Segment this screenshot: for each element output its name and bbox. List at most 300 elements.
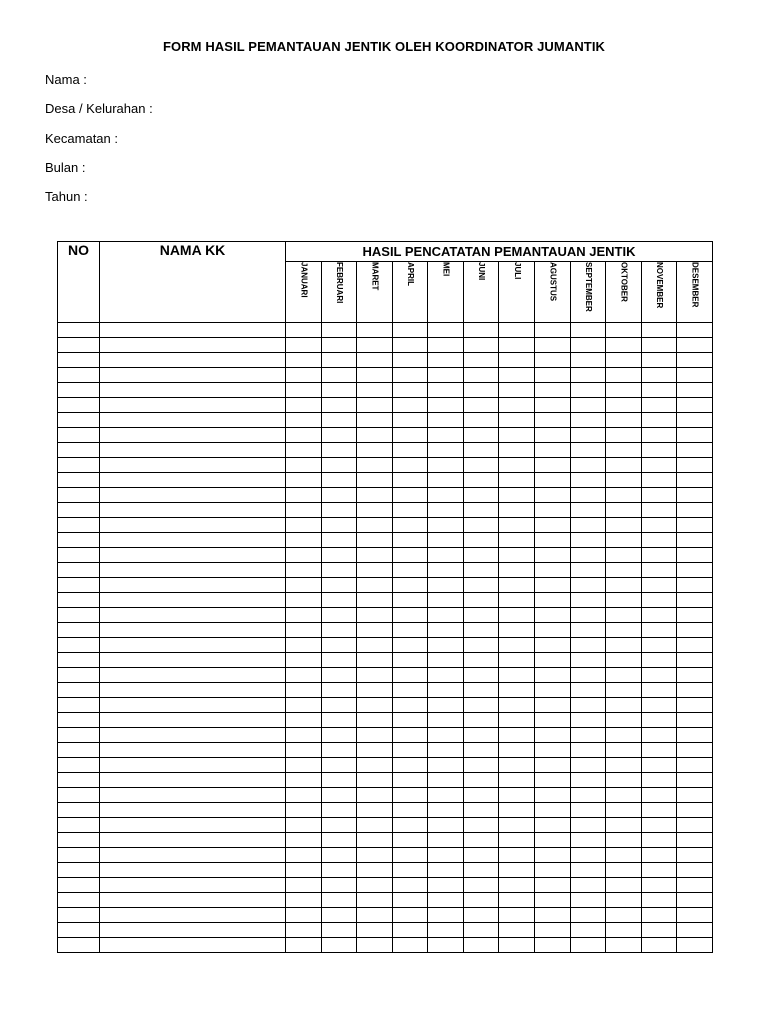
month-cell	[606, 773, 642, 788]
month-cell	[286, 563, 322, 578]
no-cell	[58, 743, 100, 758]
month-cell	[641, 698, 677, 713]
month-cell	[357, 878, 393, 893]
month-cell	[641, 608, 677, 623]
month-cell	[286, 503, 322, 518]
table-row	[58, 338, 713, 353]
month-cell	[641, 338, 677, 353]
month-cell	[286, 623, 322, 638]
month-cell	[641, 488, 677, 503]
month-cell	[357, 488, 393, 503]
nama-kk-cell	[100, 533, 286, 548]
month-cell	[641, 938, 677, 953]
month-cell	[463, 398, 499, 413]
month-cell	[606, 443, 642, 458]
month-cell	[428, 698, 464, 713]
tahun-field-label: Tahun :	[45, 189, 88, 204]
month-cell	[392, 323, 428, 338]
month-cell	[677, 593, 713, 608]
month-cell	[677, 413, 713, 428]
nama-kk-cell	[100, 503, 286, 518]
month-cell	[570, 518, 606, 533]
month-cell	[286, 788, 322, 803]
month-cell	[321, 743, 357, 758]
month-cell	[321, 323, 357, 338]
month-cell	[357, 758, 393, 773]
month-cell	[570, 818, 606, 833]
month-cell	[570, 578, 606, 593]
table-row	[58, 758, 713, 773]
month-cell	[321, 908, 357, 923]
month-cell	[428, 668, 464, 683]
month-cell	[428, 398, 464, 413]
no-cell	[58, 788, 100, 803]
header-month-februari	[321, 262, 357, 323]
month-cell	[677, 803, 713, 818]
nama-kk-cell	[100, 848, 286, 863]
month-cell	[463, 848, 499, 863]
month-cell	[641, 683, 677, 698]
month-cell	[428, 353, 464, 368]
month-cell	[463, 338, 499, 353]
month-cell	[463, 323, 499, 338]
month-cell	[499, 398, 535, 413]
month-cell	[463, 713, 499, 728]
no-cell	[58, 368, 100, 383]
no-cell	[58, 848, 100, 863]
month-cell	[463, 773, 499, 788]
month-cell	[392, 713, 428, 728]
month-cell	[392, 878, 428, 893]
table-row	[58, 368, 713, 383]
month-cell	[286, 728, 322, 743]
table-row	[58, 488, 713, 503]
month-cell	[357, 368, 393, 383]
month-cell	[321, 638, 357, 653]
month-cell	[321, 413, 357, 428]
month-cell	[535, 863, 571, 878]
nama-kk-cell	[100, 593, 286, 608]
month-cell	[321, 383, 357, 398]
no-cell	[58, 458, 100, 473]
kecamatan-field-label: Kecamatan :	[45, 131, 118, 146]
month-cell	[606, 428, 642, 443]
month-cell	[570, 878, 606, 893]
month-cell	[570, 758, 606, 773]
month-cell	[570, 368, 606, 383]
month-cell	[428, 548, 464, 563]
month-cell	[286, 698, 322, 713]
month-cell	[357, 773, 393, 788]
month-cell	[463, 638, 499, 653]
month-cell	[357, 533, 393, 548]
table-row	[58, 713, 713, 728]
month-cell	[677, 878, 713, 893]
month-cell	[570, 323, 606, 338]
month-cell	[463, 533, 499, 548]
header-month-november	[641, 262, 677, 323]
month-cell	[357, 863, 393, 878]
month-cell	[463, 473, 499, 488]
nama-kk-cell	[100, 428, 286, 443]
nama-kk-cell	[100, 353, 286, 368]
month-cell	[499, 593, 535, 608]
nama-kk-cell	[100, 653, 286, 668]
no-cell	[58, 728, 100, 743]
month-cell	[321, 668, 357, 683]
month-cell	[570, 353, 606, 368]
month-cell	[535, 893, 571, 908]
month-cell	[463, 788, 499, 803]
header-month-mei	[428, 262, 464, 323]
table-row	[58, 878, 713, 893]
month-cell	[392, 848, 428, 863]
month-cell	[606, 488, 642, 503]
month-label: JUNI	[477, 262, 487, 281]
month-cell	[428, 503, 464, 518]
month-cell	[286, 608, 322, 623]
month-cell	[677, 833, 713, 848]
month-cell	[641, 638, 677, 653]
no-cell	[58, 773, 100, 788]
month-cell	[357, 338, 393, 353]
month-cell	[428, 413, 464, 428]
month-cell	[463, 938, 499, 953]
month-cell	[286, 323, 322, 338]
no-cell	[58, 818, 100, 833]
month-cell	[677, 758, 713, 773]
month-cell	[641, 848, 677, 863]
month-cell	[321, 923, 357, 938]
month-cell	[286, 908, 322, 923]
nama-kk-cell	[100, 818, 286, 833]
month-cell	[428, 518, 464, 533]
month-cell	[357, 923, 393, 938]
month-cell	[357, 818, 393, 833]
month-cell	[463, 683, 499, 698]
month-cell	[641, 323, 677, 338]
month-cell	[286, 833, 322, 848]
table-row	[58, 698, 713, 713]
month-cell	[499, 818, 535, 833]
month-cell	[499, 353, 535, 368]
month-cell	[499, 698, 535, 713]
table-row	[58, 773, 713, 788]
month-cell	[570, 443, 606, 458]
month-cell	[463, 458, 499, 473]
month-cell	[357, 548, 393, 563]
no-cell	[58, 803, 100, 818]
month-cell	[463, 488, 499, 503]
month-cell	[428, 323, 464, 338]
month-cell	[321, 473, 357, 488]
month-cell	[428, 593, 464, 608]
table-row	[58, 788, 713, 803]
month-cell	[677, 533, 713, 548]
month-cell	[535, 563, 571, 578]
month-cell	[357, 623, 393, 638]
nama-kk-cell	[100, 548, 286, 563]
nama-kk-cell	[100, 518, 286, 533]
month-cell	[570, 548, 606, 563]
no-cell	[58, 548, 100, 563]
month-cell	[606, 818, 642, 833]
month-cell	[428, 713, 464, 728]
no-cell	[58, 383, 100, 398]
nama-kk-cell	[100, 713, 286, 728]
month-cell	[463, 818, 499, 833]
month-cell	[499, 533, 535, 548]
month-cell	[677, 893, 713, 908]
month-cell	[499, 833, 535, 848]
month-cell	[357, 698, 393, 713]
month-cell	[463, 803, 499, 818]
month-cell	[357, 458, 393, 473]
month-cell	[286, 518, 322, 533]
month-cell	[463, 878, 499, 893]
table-row	[58, 323, 713, 338]
month-cell	[535, 668, 571, 683]
month-cell	[677, 338, 713, 353]
month-cell	[428, 923, 464, 938]
month-cell	[392, 923, 428, 938]
nama-kk-cell	[100, 923, 286, 938]
nama-kk-cell	[100, 473, 286, 488]
month-cell	[677, 563, 713, 578]
month-cell	[606, 878, 642, 893]
month-cell	[641, 578, 677, 593]
month-cell	[321, 578, 357, 593]
month-cell	[321, 713, 357, 728]
month-cell	[392, 548, 428, 563]
month-cell	[570, 938, 606, 953]
month-cell	[357, 593, 393, 608]
no-cell	[58, 488, 100, 503]
month-cell	[392, 788, 428, 803]
month-cell	[392, 908, 428, 923]
month-cell	[463, 578, 499, 593]
month-cell	[499, 713, 535, 728]
month-cell	[286, 413, 322, 428]
month-cell	[677, 863, 713, 878]
month-cell	[499, 908, 535, 923]
no-cell	[58, 878, 100, 893]
month-cell	[641, 518, 677, 533]
month-cell	[463, 503, 499, 518]
month-cell	[535, 713, 571, 728]
month-cell	[641, 548, 677, 563]
month-cell	[428, 728, 464, 743]
month-cell	[321, 938, 357, 953]
month-cell	[641, 803, 677, 818]
month-cell	[321, 338, 357, 353]
month-cell	[499, 368, 535, 383]
month-cell	[677, 548, 713, 563]
month-cell	[606, 743, 642, 758]
month-cell	[357, 353, 393, 368]
month-cell	[357, 413, 393, 428]
month-cell	[677, 848, 713, 863]
month-cell	[463, 413, 499, 428]
month-cell	[321, 653, 357, 668]
month-cell	[392, 368, 428, 383]
bulan-field-label: Bulan :	[45, 160, 86, 175]
nama-kk-cell	[100, 803, 286, 818]
no-cell	[58, 893, 100, 908]
month-cell	[499, 488, 535, 503]
nama-kk-cell	[100, 458, 286, 473]
month-cell	[677, 788, 713, 803]
month-cell	[535, 533, 571, 548]
nama-kk-cell	[100, 638, 286, 653]
month-cell	[357, 383, 393, 398]
month-cell	[641, 728, 677, 743]
month-cell	[499, 878, 535, 893]
no-cell	[58, 563, 100, 578]
month-cell	[677, 473, 713, 488]
month-cell	[677, 443, 713, 458]
month-cell	[321, 488, 357, 503]
month-cell	[570, 863, 606, 878]
nama-kk-cell	[100, 413, 286, 428]
month-cell	[606, 503, 642, 518]
month-cell	[357, 428, 393, 443]
month-cell	[286, 533, 322, 548]
month-cell	[641, 713, 677, 728]
month-cell	[321, 503, 357, 518]
no-cell	[58, 473, 100, 488]
month-cell	[499, 683, 535, 698]
month-label: NOVEMBER	[655, 262, 665, 309]
month-cell	[357, 398, 393, 413]
month-cell	[321, 758, 357, 773]
table-row	[58, 383, 713, 398]
month-cell	[570, 458, 606, 473]
no-cell	[58, 638, 100, 653]
month-cell	[535, 878, 571, 893]
month-cell	[570, 743, 606, 758]
desa-kelurahan-field-label: Desa / Kelurahan :	[45, 101, 153, 116]
month-cell	[321, 848, 357, 863]
month-cell	[641, 563, 677, 578]
no-cell	[58, 683, 100, 698]
table-row	[58, 413, 713, 428]
month-cell	[641, 833, 677, 848]
table-row	[58, 818, 713, 833]
month-cell	[357, 563, 393, 578]
month-cell	[428, 803, 464, 818]
month-cell	[535, 548, 571, 563]
table-row	[58, 653, 713, 668]
month-cell	[428, 773, 464, 788]
no-cell	[58, 413, 100, 428]
no-cell	[58, 518, 100, 533]
nama-kk-cell	[100, 323, 286, 338]
month-cell	[286, 398, 322, 413]
month-cell	[570, 503, 606, 518]
month-cell	[463, 428, 499, 443]
nama-kk-cell	[100, 878, 286, 893]
nama-kk-cell	[100, 488, 286, 503]
month-cell	[535, 518, 571, 533]
table-row	[58, 893, 713, 908]
month-cell	[570, 668, 606, 683]
no-cell	[58, 353, 100, 368]
month-cell	[463, 908, 499, 923]
month-cell	[286, 488, 322, 503]
month-cell	[463, 728, 499, 743]
month-cell	[392, 578, 428, 593]
table-row	[58, 728, 713, 743]
month-cell	[392, 593, 428, 608]
month-cell	[286, 803, 322, 818]
month-cell	[677, 923, 713, 938]
no-cell	[58, 698, 100, 713]
month-cell	[606, 803, 642, 818]
nama-kk-cell	[100, 893, 286, 908]
month-cell	[286, 893, 322, 908]
month-cell	[499, 608, 535, 623]
table-row	[58, 458, 713, 473]
month-cell	[535, 653, 571, 668]
month-cell	[641, 623, 677, 638]
month-cell	[570, 773, 606, 788]
no-cell	[58, 428, 100, 443]
month-cell	[570, 608, 606, 623]
month-cell	[499, 668, 535, 683]
month-cell	[499, 773, 535, 788]
month-cell	[392, 773, 428, 788]
month-cell	[499, 863, 535, 878]
month-cell	[641, 923, 677, 938]
no-cell	[58, 833, 100, 848]
table-row	[58, 443, 713, 458]
no-cell	[58, 938, 100, 953]
month-cell	[641, 593, 677, 608]
month-cell	[392, 803, 428, 818]
month-cell	[392, 893, 428, 908]
month-cell	[677, 518, 713, 533]
month-cell	[321, 443, 357, 458]
month-cell	[606, 593, 642, 608]
month-cell	[570, 398, 606, 413]
month-label: SEPTEMBER	[583, 262, 593, 312]
month-cell	[570, 683, 606, 698]
month-cell	[463, 548, 499, 563]
header-month-juni	[463, 262, 499, 323]
month-cell	[499, 743, 535, 758]
month-cell	[606, 518, 642, 533]
month-cell	[535, 803, 571, 818]
month-cell	[499, 938, 535, 953]
month-cell	[535, 833, 571, 848]
month-cell	[428, 878, 464, 893]
month-cell	[570, 908, 606, 923]
no-cell	[58, 578, 100, 593]
table-row	[58, 353, 713, 368]
month-cell	[463, 698, 499, 713]
no-cell	[58, 338, 100, 353]
pemantauan-table	[57, 241, 713, 953]
month-cell	[357, 503, 393, 518]
month-cell	[321, 728, 357, 743]
month-cell	[392, 518, 428, 533]
table-row	[58, 743, 713, 758]
month-cell	[677, 353, 713, 368]
month-cell	[463, 743, 499, 758]
month-cell	[321, 818, 357, 833]
month-cell	[392, 488, 428, 503]
